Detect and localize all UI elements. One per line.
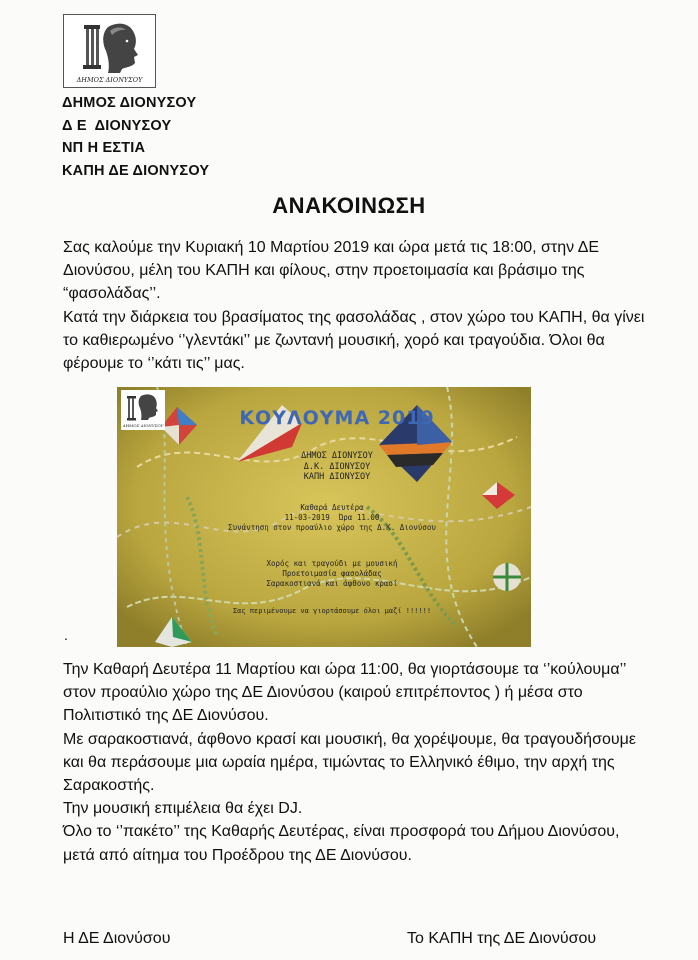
header-line: Δ Ε ΔΙΟΝΥΣΟΥ <box>62 117 172 134</box>
svg-text:ΔΗΜΟΣ ΔΙΟΝΥΣΟΥ: ΔΗΜΟΣ ΔΙΟΝΥΣΟΥ <box>76 76 143 84</box>
header-line: ΝΠ Η ΕΣΤΙΑ <box>62 140 146 156</box>
header-line: ΚΑΠΗ ΔΕ ΔΙΟΝΥΣΟΥ <box>62 162 210 179</box>
details-paragraph: Την Καθαρή Δευτέρα 11 Μαρτίου και ώρα 11:00, θα γιορτάσουμε τα ‘’κούλουμα’’ στον προαύλιο χώρο της ΔΕ Διονύσου (καιρού επιτρέποντος ) ή μέσα στο Πολιτιστικό της ΔΕ Διονύσου. <box>63 661 626 725</box>
intro-paragraph: Κατά την διάρκεια του βρασίματος της φασολάδας , στον χώρο του ΚΑΠΗ, θα γίνει το καθιερωμένο ‘’γλεντάκι’’ με ζωντανή μουσική, χορό και τραγούδια. Όλοι θα φέρουμε το ‘’κάτι τις’’ μας. <box>63 308 645 373</box>
poster-title: ΚΟΥΛΟΥΜΑ 2019 <box>239 407 435 429</box>
poster-org-line: ΔΗΜΟΣ ΔΙΟΝΥΣΟΥ <box>301 451 373 461</box>
header-line: ΔΗΜΟΣ ΔΙΟΝΥΣΟΥ <box>62 95 197 111</box>
details-paragraph: Την μουσική επιμέλεια θα έχει DJ. <box>63 800 303 818</box>
poster-activity-line: Προετοιμασία φασολάδας <box>282 569 382 578</box>
intro-text <box>63 236 653 375</box>
organization-header <box>62 92 209 182</box>
poster-event-info <box>212 503 452 533</box>
poster-activities <box>237 559 427 589</box>
intro-paragraph: Σας καλούμε την Κυριακή 10 Μαρτίου 2019 και ώρα μετά τις 18:00, στην ΔΕ Διονύσου, μέλη του ΚΑΠΗ και φίλους, στην προετοιμασία και βράσιμο της “φασολάδας’’. <box>63 239 600 303</box>
details-paragraph: Όλο το ‘’πακέτο’’ της Καθαρής Δευτέρας, είναι προσφορά του Δήμου Διονύσου, μετά από αίτημα του Προέδρου της ΔΕ Διονύσου. <box>63 823 620 864</box>
poster-event-line: Συνάντηση στον προαύλιο χώρο της Δ.Κ. Διονύσου <box>228 523 436 532</box>
poster-footer: Σας περιμένουμε να γιορτάσουμε όλοι μαζί !!!!!! <box>232 607 432 615</box>
greek-head-logo-icon <box>64 15 155 87</box>
svg-text:ΔΗΜΟΣ ΔΙΟΝΥΣΟΥ: ΔΗΜΟΣ ΔΙΟΝΥΣΟΥ <box>122 423 164 428</box>
poster-activity-line: Σαρακοστιανά και άφθονο κρασί <box>266 579 398 588</box>
details-paragraph: Με σαρακοστιανά, άφθονο κρασί και μουσική, θα χορέψουμε, θα τραγουδήσουμε και θα περάσουμε μια ωραία ημέρα, τιμώντας το Ελληνικό έθιμο, την αρχή της Σαρακοστής. <box>63 730 636 795</box>
signature-right: Το ΚΑΠΗ της ΔΕ Διονύσου <box>407 930 597 947</box>
poster-org-line: ΚΑΠΗ ΔΙΟΝΥΣΟΥ <box>303 472 371 482</box>
poster-event-line: 11-03-2019 Ώρα 11.00 <box>284 513 380 522</box>
poster-event-line: Καθαρά Δευτέρα <box>300 503 364 512</box>
poster-organizers <box>237 451 437 483</box>
greek-head-logo-icon <box>121 390 165 430</box>
poster-logo <box>121 390 165 430</box>
poster-org-line: Δ.Κ. ΔΙΟΝΥΣΟΥ <box>303 461 371 472</box>
announcement-title: ΑΝΑΚΟΙΝΩΣΗ <box>272 193 426 218</box>
stray-dot: . <box>64 627 68 643</box>
municipality-logo <box>63 14 156 88</box>
details-text <box>63 658 653 867</box>
koulouma-poster <box>117 387 531 647</box>
poster-activity-line: Χορός και τραγούδι με μουσική <box>266 559 398 568</box>
signature-left: Η ΔΕ Διονύσου <box>63 930 171 947</box>
